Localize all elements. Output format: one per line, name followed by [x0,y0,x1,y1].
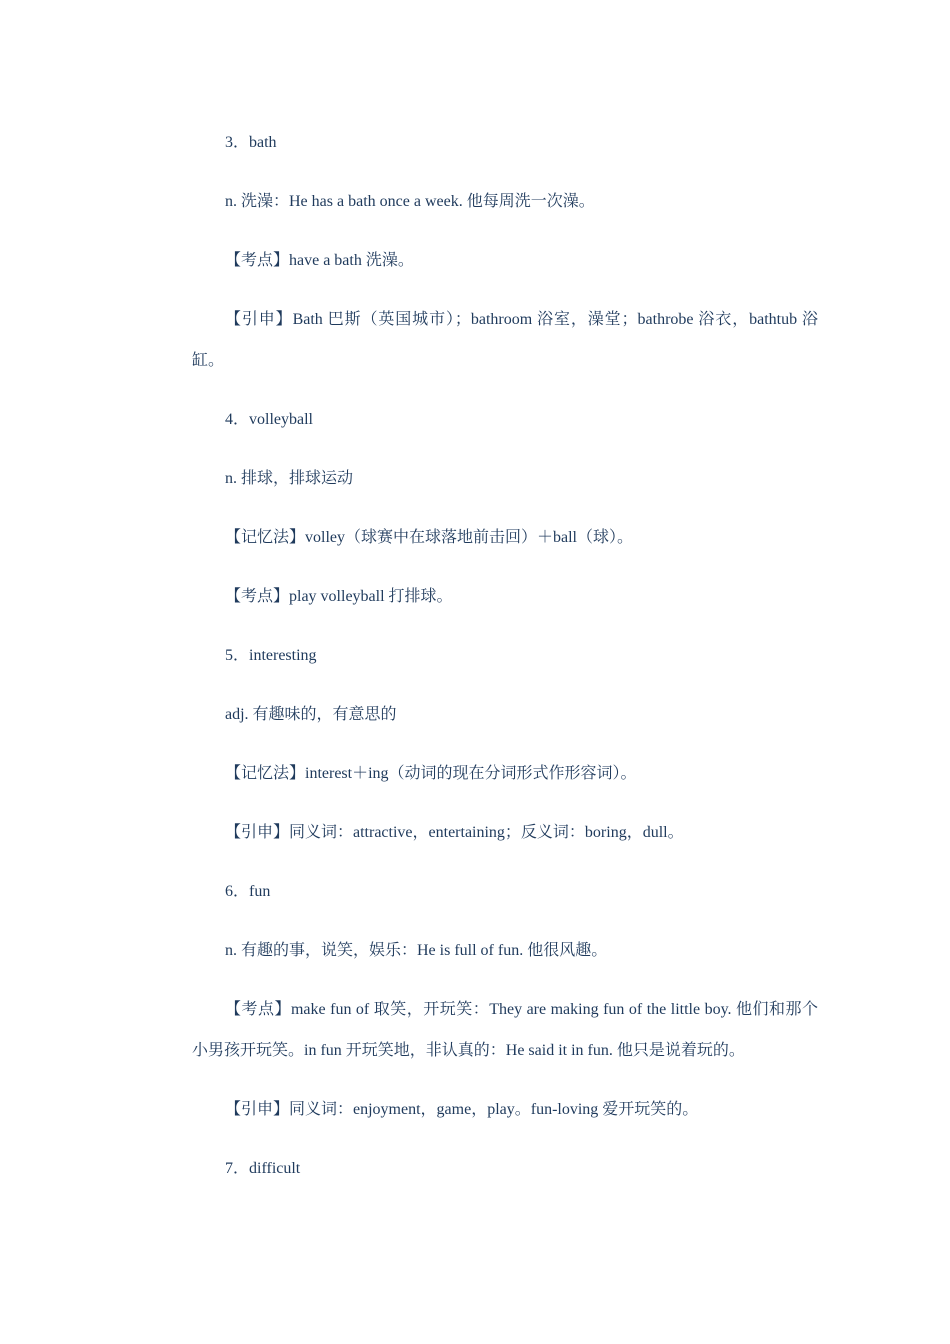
extension-bath: 【引申】Bath 巴斯（英国城市）；bathroom 浴室，澡堂；bathrobe 浴衣，bathtub 浴缸。 [192,311,818,369]
definition-fun: n. 有趣的事，说笑，娱乐：He is full of fun. 他很风趣。 [225,942,608,959]
extension-fun: 【引申】同义词：enjoyment，game，play。fun-loving 爱开玩笑的。 [225,1101,699,1118]
document-body [192,122,818,1207]
memory-tip-volleyball: 【记忆法】volley（球赛中在球落地前击回）＋ball（球）。 [225,529,633,546]
key-point-volleyball: 【考点】play volleyball 打排球。 [225,588,453,605]
entry-heading-difficult: 7．difficult [225,1160,301,1177]
definition-bath: n. 洗澡：He has a bath once a week. 他每周洗一次澡。 [225,193,595,210]
definition-volleyball: n. 排球，排球运动 [225,470,354,487]
entry-heading-volleyball: 4．volleyball [225,411,313,428]
extension-interesting: 【引申】同义词：attractive，entertaining；反义词：boring，dull。 [225,824,684,841]
entry-heading-fun: 6．fun [225,883,271,900]
entry-heading-interesting: 5．interesting [225,647,317,664]
key-point-fun: 【考点】make fun of 取笑，开玩笑：They are making fun of the little boy. 他们和那个小男孩开玩笑。in fun 开玩笑地，非认真的：He said it in fun. 他只是说着玩的。 [192,1001,818,1059]
key-point-bath: 【考点】have a bath 洗澡。 [225,252,414,269]
definition-interesting: adj. 有趣味的，有意思的 [225,706,397,723]
memory-tip-interesting: 【记忆法】interest＋ing（动词的现在分词形式作形容词）。 [225,765,637,782]
entry-heading-bath: 3．bath [225,134,277,151]
